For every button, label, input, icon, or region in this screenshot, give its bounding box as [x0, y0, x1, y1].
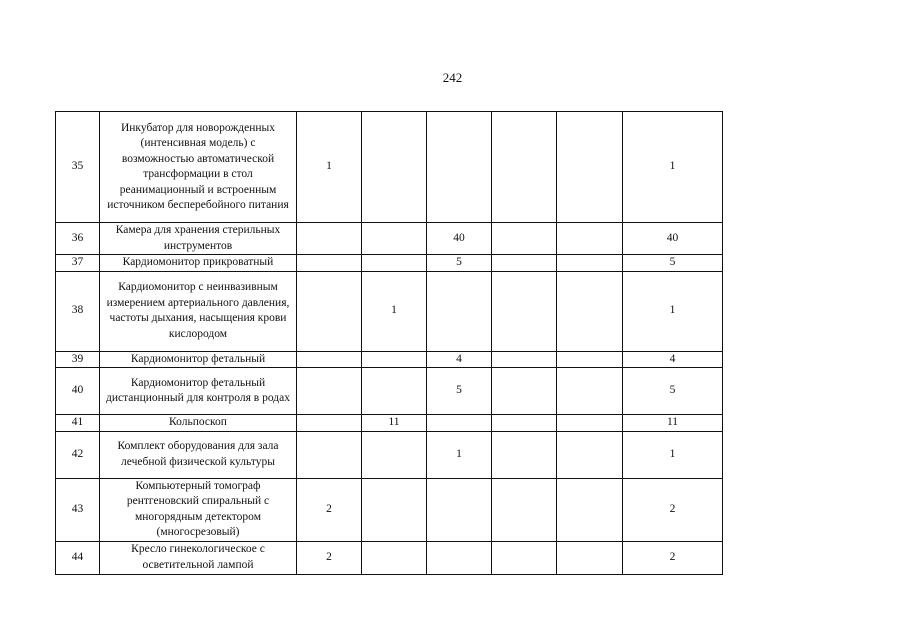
page-number: 242: [442, 70, 463, 85]
row-number-cell: 36: [56, 223, 100, 255]
total-cell: 1: [623, 112, 723, 223]
quantity-cell: [427, 112, 492, 223]
quantity-cell: [557, 112, 623, 223]
quantity-cell: 2: [297, 541, 362, 574]
quantity-cell: [492, 271, 557, 351]
table-row: [56, 431, 723, 478]
quantity-cell: [297, 368, 362, 415]
total-cell: 1: [623, 271, 723, 351]
table-row: [56, 478, 723, 541]
quantity-cell: 5: [427, 255, 492, 272]
equipment-name-cell: Кардиомонитор с неинвазивным измерением артериального давления, частоты дыхания, насыщения крови кислородом: [100, 271, 297, 351]
table-row: [56, 415, 723, 432]
row-number-cell: 35: [56, 112, 100, 223]
total-cell: 5: [623, 255, 723, 272]
quantity-cell: 2: [297, 478, 362, 541]
quantity-cell: [557, 431, 623, 478]
quantity-cell: [492, 255, 557, 272]
quantity-cell: [492, 415, 557, 432]
quantity-cell: 1: [427, 431, 492, 478]
equipment-name-cell: Кардиомонитор прикроватный: [100, 255, 297, 272]
row-number-cell: 43: [56, 478, 100, 541]
quantity-cell: 4: [427, 351, 492, 368]
quantity-cell: [492, 112, 557, 223]
table-row: [56, 223, 723, 255]
row-number-cell: 40: [56, 368, 100, 415]
quantity-cell: [557, 368, 623, 415]
row-number-cell: 39: [56, 351, 100, 368]
quantity-cell: [362, 112, 427, 223]
row-number-cell: 41: [56, 415, 100, 432]
total-cell: 4: [623, 351, 723, 368]
row-number-cell: 42: [56, 431, 100, 478]
row-number-cell: 37: [56, 255, 100, 272]
quantity-cell: [297, 351, 362, 368]
quantity-cell: [362, 255, 427, 272]
quantity-cell: [492, 431, 557, 478]
quantity-cell: [557, 255, 623, 272]
quantity-cell: [557, 478, 623, 541]
row-number-cell: 38: [56, 271, 100, 351]
equipment-name-cell: Кардиомонитор фетальный: [100, 351, 297, 368]
quantity-cell: 40: [427, 223, 492, 255]
quantity-cell: [362, 541, 427, 574]
quantity-cell: [362, 478, 427, 541]
table-row: [56, 112, 723, 223]
quantity-cell: [362, 351, 427, 368]
equipment-name-cell: Кресло гинекологическое с осветительной лампой: [100, 541, 297, 574]
quantity-cell: 11: [362, 415, 427, 432]
table-row: [56, 541, 723, 574]
quantity-cell: [557, 271, 623, 351]
table-row: [56, 255, 723, 272]
quantity-cell: 1: [362, 271, 427, 351]
quantity-cell: [297, 271, 362, 351]
quantity-cell: [427, 415, 492, 432]
quantity-cell: 1: [297, 112, 362, 223]
equipment-name-cell: Инкубатор для новорожденных (интенсивная модель) с возможностью автоматической трансформации в стол реанимационный и встроенным источником бесперебойного питания: [100, 112, 297, 223]
quantity-cell: [492, 368, 557, 415]
quantity-cell: [427, 478, 492, 541]
quantity-cell: [492, 351, 557, 368]
quantity-cell: [427, 541, 492, 574]
equipment-name-cell: Камера для хранения стерильных инструментов: [100, 223, 297, 255]
quantity-cell: [297, 431, 362, 478]
total-cell: 2: [623, 541, 723, 574]
equipment-name-cell: Кольпоскоп: [100, 415, 297, 432]
equipment-name-cell: Комплект оборудования для зала лечебной физической культуры: [100, 431, 297, 478]
equipment-name-cell: Кардиомонитор фетальный дистанционный для контроля в родах: [100, 368, 297, 415]
equipment-name-cell: Компьютерный томограф рентгеновский спиральный с многорядным детектором (многосрезовый): [100, 478, 297, 541]
quantity-cell: [362, 431, 427, 478]
quantity-cell: 5: [427, 368, 492, 415]
total-cell: 1: [623, 431, 723, 478]
equipment-table: [55, 111, 723, 575]
quantity-cell: [492, 478, 557, 541]
table-row: [56, 351, 723, 368]
quantity-cell: [557, 223, 623, 255]
total-cell: 11: [623, 415, 723, 432]
total-cell: 2: [623, 478, 723, 541]
total-cell: 40: [623, 223, 723, 255]
quantity-cell: [427, 271, 492, 351]
quantity-cell: [297, 415, 362, 432]
quantity-cell: [557, 541, 623, 574]
quantity-cell: [492, 541, 557, 574]
quantity-cell: [297, 223, 362, 255]
quantity-cell: [362, 368, 427, 415]
table-row: [56, 368, 723, 415]
quantity-cell: [557, 351, 623, 368]
table-row: [56, 271, 723, 351]
quantity-cell: [362, 223, 427, 255]
quantity-cell: [492, 223, 557, 255]
row-number-cell: 44: [56, 541, 100, 574]
total-cell: 5: [623, 368, 723, 415]
quantity-cell: [557, 415, 623, 432]
quantity-cell: [297, 255, 362, 272]
